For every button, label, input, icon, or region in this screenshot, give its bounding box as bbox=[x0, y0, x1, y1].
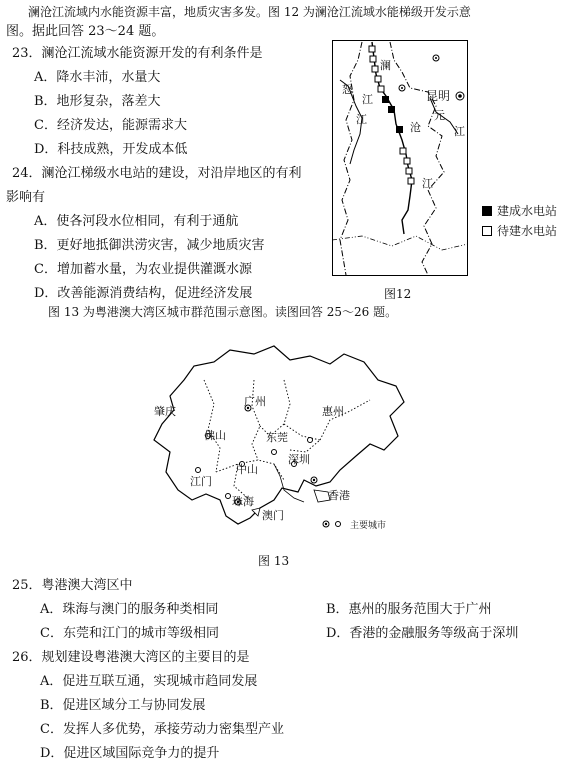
map-label-yuan: 元 bbox=[434, 109, 445, 122]
city-label-huizhou: 惠州 bbox=[322, 405, 344, 418]
q23-option-b: B．地形复杂，落差大 bbox=[34, 94, 161, 109]
figure-13-caption: 图 13 bbox=[258, 554, 290, 568]
q25-option-d: D．香港的金融服务等级高于深圳 bbox=[326, 626, 519, 641]
q23-option-a: A．降水丰沛，水量大 bbox=[34, 70, 161, 85]
city-label-dongguan: 东莞 bbox=[266, 431, 288, 444]
q26-option-b: B．促进区域分工与协同发展 bbox=[40, 698, 206, 713]
figure-12-caption: 图12 bbox=[384, 287, 412, 301]
q23-stem: 23．澜沧江流域水能资源开发的有利条件是 bbox=[12, 46, 263, 61]
q25-option-a: A．珠海与澳门的服务种类相同 bbox=[40, 602, 219, 617]
q24-option-b: B．更好地抵御洪涝灾害，减少地质灾害 bbox=[34, 238, 265, 253]
intro-paragraph-2: 图 13 为粤港澳大湾区城市群范围示意图。读图回答 25～26 题。 bbox=[48, 305, 398, 319]
city-label-zhaoqing: 肇庆 bbox=[154, 405, 176, 418]
q24-stem: 24．澜沧江梯级水电站的建设，对沿岸地区的有利 bbox=[12, 166, 302, 181]
intro-paragraph-1-cont: 图。据此回答 23～24 题。 bbox=[6, 24, 165, 39]
legend-built: 建成水电站 bbox=[482, 202, 557, 219]
map-label-lan: 澜 bbox=[380, 59, 391, 72]
q26-option-c: C．发挥人多优势，承接劳动力密集型产业 bbox=[40, 722, 284, 737]
city-label-hongkong: 香港 bbox=[328, 489, 350, 502]
q26-option-d: D．促进区域国际竞争力的提升 bbox=[40, 746, 220, 761]
city-label-zhongshan: 中山 bbox=[236, 463, 258, 476]
map-label-cang: 沧 bbox=[410, 121, 421, 134]
q26-option-a: A．促进互联互通，实现城市趋同发展 bbox=[40, 674, 258, 689]
city-label-macau: 澳门 bbox=[262, 509, 284, 522]
q25-option-c: C．东莞和江门的城市等级相同 bbox=[40, 626, 219, 641]
city-label-zhuhai: 珠海 bbox=[232, 495, 254, 508]
map-label-jiang-3: 江 bbox=[454, 125, 465, 138]
map-label-jiang-2: 江 bbox=[422, 177, 433, 190]
figure-13-legend: 主要城市 bbox=[350, 521, 387, 531]
figure-12-map bbox=[332, 40, 468, 276]
map-label-kunming: 昆明 bbox=[426, 89, 451, 103]
map-label-jiang-4: 江 bbox=[362, 93, 373, 106]
map-label-nu: 怒 bbox=[342, 83, 353, 96]
map-label-jiang-1: 江 bbox=[356, 113, 367, 126]
q25-option-b: B．惠州的服务范围大于广州 bbox=[326, 602, 492, 617]
q24-option-a: A．使各河段水位相同，有利于通航 bbox=[34, 214, 239, 229]
q25-stem: 25．粤港澳大湾区中 bbox=[12, 578, 133, 593]
city-label-jiangmen: 江门 bbox=[190, 475, 212, 488]
q24-option-d: D．改善能源消费结构，促进经济发展 bbox=[34, 286, 253, 301]
city-label-foshan: 佛山 bbox=[204, 429, 226, 442]
built-station-icon bbox=[482, 206, 492, 216]
q24-option-c: C．增加蓄水量，为农业提供灌溉水源 bbox=[34, 262, 252, 277]
city-label-guangzhou: 广州 bbox=[244, 395, 266, 408]
city-label-shenzhen: 深圳 bbox=[288, 453, 310, 466]
q24-stem-cont: 影响有 bbox=[6, 190, 46, 205]
q26-stem: 26．规划建设粤港澳大湾区的主要目的是 bbox=[12, 650, 250, 665]
legend-planned: 待建水电站 bbox=[482, 222, 557, 239]
q23-option-d: D．科技成熟，开发成本低 bbox=[34, 142, 188, 157]
planned-station-icon bbox=[482, 226, 492, 236]
q23-option-c: C．经济发达，能源需求大 bbox=[34, 118, 187, 133]
intro-paragraph-1: 澜沧江流域内水能资源丰富，地质灾害多发。图 12 为澜沧江流域水能梯级开发示意 bbox=[28, 5, 471, 19]
